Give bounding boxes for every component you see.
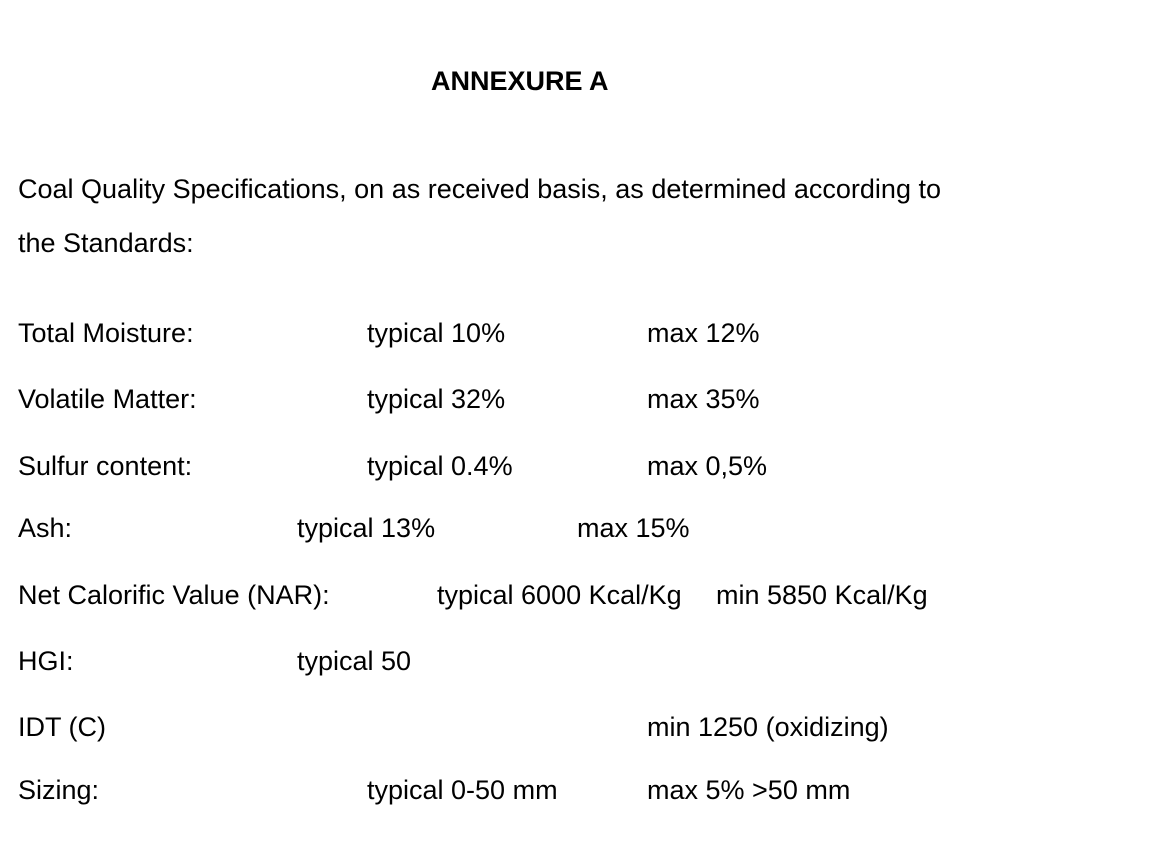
intro-paragraph — [18, 162, 1118, 270]
annexure-title: ANNEXURE A — [431, 66, 609, 96]
spec-limit-value: max 5% >50 mm — [647, 775, 851, 805]
intro-line-1: Coal Quality Specifications, on as received basis, as determined according to — [18, 174, 941, 204]
spec-limit-value: max 12% — [647, 318, 760, 348]
spec-typical-value: typical 6000 Kcal/Kg — [437, 580, 682, 610]
spec-label: Ash: — [18, 513, 73, 543]
spec-row-net-calorific-value — [0, 577, 1170, 613]
spec-limit-value: min 1250 (oxidizing) — [647, 712, 889, 742]
spec-label: Sizing: — [18, 775, 100, 805]
spec-row-volatile-matter — [0, 381, 1170, 417]
spec-label: HGI: — [18, 646, 74, 676]
spec-label: Total Moisture: — [18, 318, 194, 348]
spec-typical-value: typical 50 — [297, 646, 412, 676]
spec-typical-value: typical 32% — [367, 384, 506, 414]
intro-line-2: the Standards: — [18, 228, 194, 258]
spec-label: IDT (C) — [18, 712, 106, 742]
spec-row-idt — [0, 709, 1170, 745]
spec-typical-value: typical 10% — [367, 318, 506, 348]
spec-limit-value: max 0,5% — [647, 451, 768, 481]
spec-row-total-moisture — [0, 315, 1170, 351]
spec-typical-value: typical 0.4% — [367, 451, 513, 481]
spec-limit-value: max 15% — [577, 513, 690, 543]
spec-limit-value: max 35% — [647, 384, 760, 414]
spec-row-sulfur-content — [0, 448, 1170, 484]
spec-row-ash — [0, 510, 1170, 546]
spec-typical-value: typical 13% — [297, 513, 436, 543]
spec-typical-value: typical 0-50 mm — [367, 775, 558, 805]
spec-row-sizing — [0, 772, 1170, 808]
spec-limit-value: min 5850 Kcal/Kg — [716, 580, 928, 610]
spec-row-hgi — [0, 643, 1170, 679]
spec-label: Volatile Matter: — [18, 384, 197, 414]
spec-label: Net Calorific Value (NAR): — [18, 580, 330, 610]
spec-label: Sulfur content: — [18, 451, 193, 481]
